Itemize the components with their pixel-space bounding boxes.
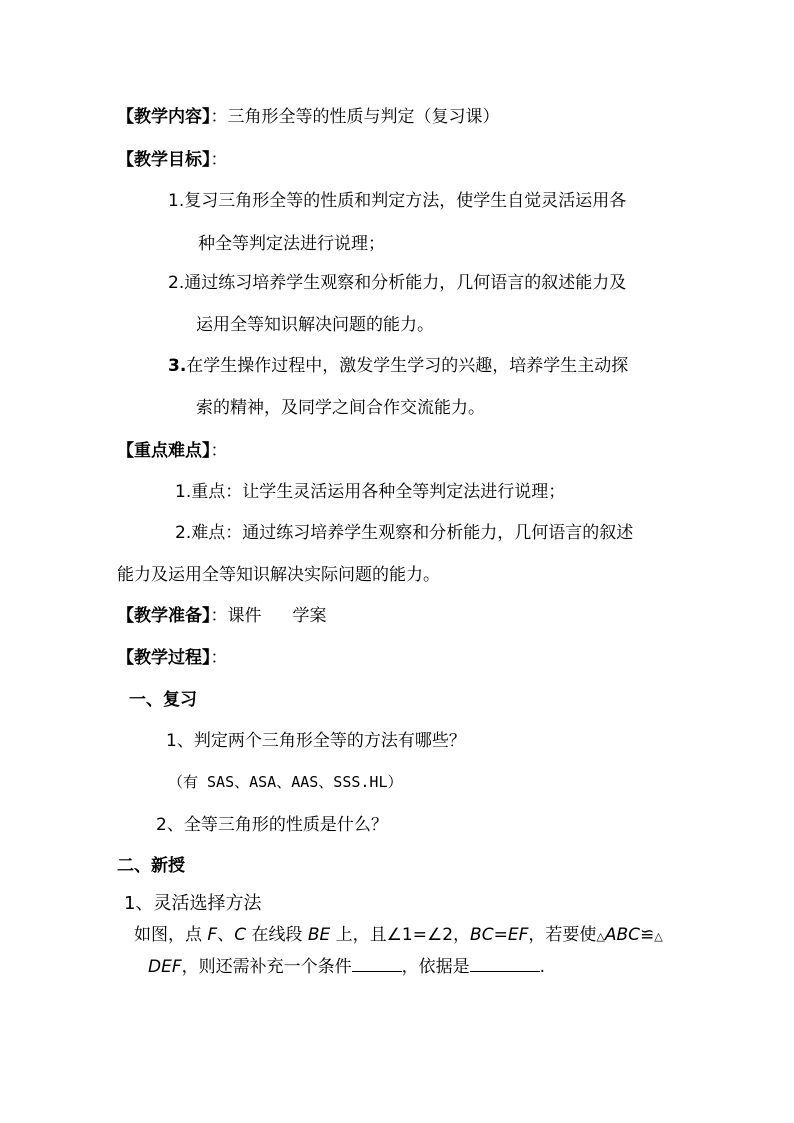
- problem-separator: 、: [217, 925, 235, 945]
- process-colon: ：: [210, 648, 228, 668]
- review-question-1: 1、判定两个三角形全等的方法有哪些？: [166, 731, 466, 751]
- triangle-abc: ABC: [604, 925, 641, 945]
- segment-be: BE: [307, 925, 331, 945]
- problem-line-1: [134, 924, 663, 948]
- keypoints-label: 【重点难点】: [117, 441, 211, 461]
- review-question-2: 2、全等三角形的性质是什么？: [156, 815, 388, 835]
- goal-2-line-1: 2.通过练习培养学生观察和分析能力，几何语言的叙述能力及: [168, 273, 627, 293]
- keypoint-2-line-2: 能力及运用全等知识解决实际问题的能力。: [117, 565, 440, 585]
- equals-sign: =: [493, 925, 508, 945]
- triangle-symbol: △: [654, 930, 663, 943]
- section-review-heading: 一、复习: [129, 690, 197, 710]
- process-heading: [117, 647, 228, 669]
- goals-colon: ：: [210, 150, 228, 170]
- review-answer-1: （有 SAS、ASA、AAS、SSS.HL）: [168, 773, 403, 791]
- problem-text: ，则还需补充一个条件: [181, 957, 352, 977]
- problem-text: 如图，点: [134, 925, 208, 945]
- keypoints-heading: [117, 440, 228, 462]
- prep-item-2: 学案: [292, 606, 327, 626]
- point-f: F: [207, 925, 218, 945]
- goals-label: 【教学目标】: [117, 150, 211, 170]
- prep-label: 【教学准备】: [117, 606, 211, 626]
- triangle-symbol: △: [596, 930, 605, 943]
- prep-colon: ：: [210, 606, 228, 626]
- goal-1-line-1: 1.复习三角形全等的性质和判定方法，使学生自觉灵活运用各: [168, 191, 627, 211]
- segment-ef: EF: [507, 925, 529, 945]
- keypoint-2-line-1: 2.难点：通过练习培养学生观察和分析能力，几何语言的叙述: [175, 523, 634, 543]
- keypoint-1: 1.重点：让学生灵活运用各种全等判定法进行说理；: [175, 482, 566, 502]
- triangle-def: DEF: [148, 957, 182, 977]
- content-value: 三角形全等的性质与判定（复习课）: [227, 107, 500, 127]
- goal-3-line-2: 索的精神，及同学之间合作交流能力。: [196, 398, 485, 418]
- congruent-symbol: ≌: [640, 925, 655, 945]
- problem-text: ，若要使: [528, 925, 597, 945]
- problem-line-2: [148, 955, 545, 978]
- content-line: [117, 106, 500, 128]
- basis-blank[interactable]: [470, 955, 540, 972]
- goal-3-text: 在学生操作过程中，激发学生学习的兴趣，培养学生主动探: [186, 356, 629, 376]
- content-label: 【教学内容】: [117, 107, 211, 127]
- point-c: C: [234, 925, 247, 945]
- process-label: 【教学过程】: [117, 648, 211, 668]
- subsection-1-heading: 1、灵活选择方法: [124, 893, 262, 914]
- condition-blank[interactable]: [352, 955, 402, 972]
- goal-1-line-2: 种全等判定法进行说理；: [198, 234, 385, 254]
- goals-heading: [117, 149, 228, 171]
- prep-item-1: 课件: [227, 606, 262, 626]
- goal-2-line-2: 运用全等知识解决问题的能力。: [196, 315, 434, 335]
- keypoints-colon: ：: [210, 441, 228, 461]
- problem-text: ，依据是: [401, 957, 470, 977]
- problem-text: 在线段: [246, 925, 308, 945]
- prep-line: [117, 605, 327, 627]
- goal-3-number: 3.: [168, 356, 187, 376]
- goal-3-line-1: [168, 355, 628, 377]
- content-colon: ：: [210, 107, 228, 127]
- problem-condition: 上，且∠1=∠2，: [330, 925, 471, 945]
- section-new-heading: 二、新授: [117, 856, 185, 876]
- segment-bc: BC: [470, 925, 494, 945]
- problem-period: .: [539, 957, 546, 977]
